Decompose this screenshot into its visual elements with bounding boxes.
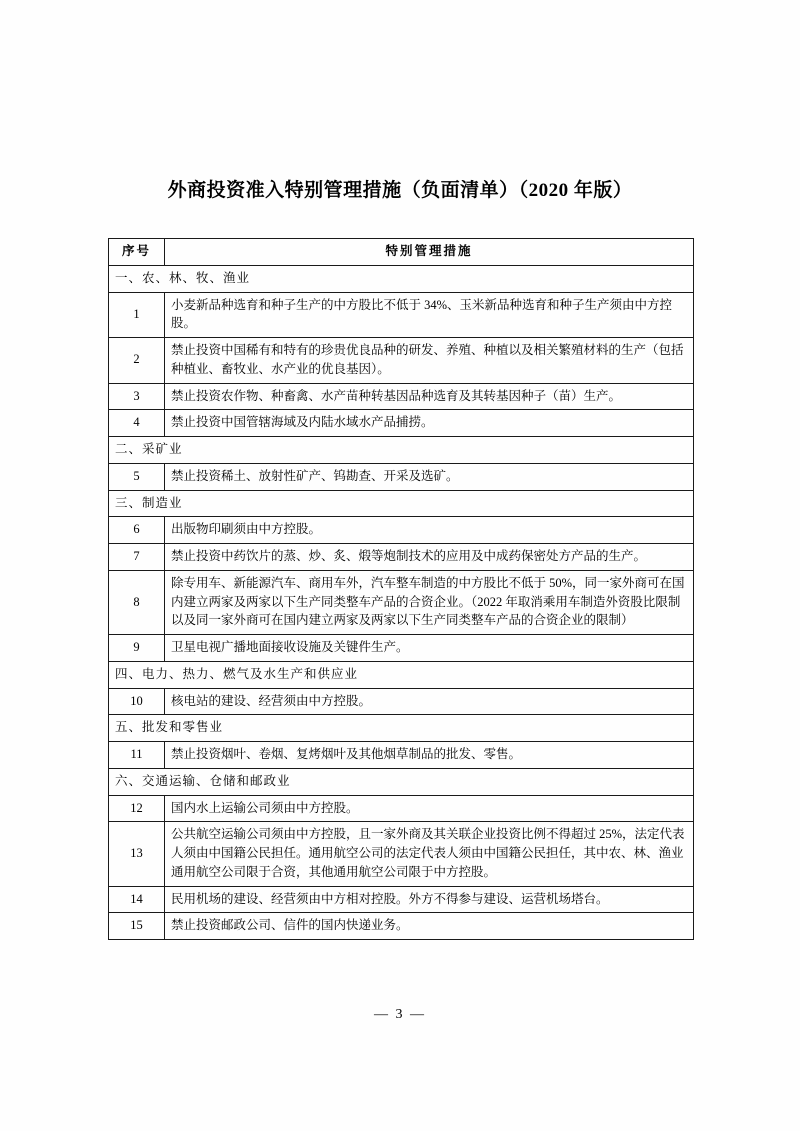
table-row: [109, 338, 694, 384]
row-number: 9: [109, 635, 165, 662]
row-number: 2: [109, 338, 165, 384]
table-row: [109, 822, 694, 886]
row-measure-text: 禁止投资中药饮片的蒸、炒、炙、煅等炮制技术的应用及中成药保密处方产品的生产。: [165, 544, 694, 571]
section-label: 四、电力、热力、燃气及水生产和供应业: [109, 661, 694, 688]
table-section-row: [109, 768, 694, 795]
column-header-measure: 特别管理措施: [165, 239, 694, 266]
page-number: — 3 —: [374, 1007, 426, 1022]
table-row: [109, 795, 694, 822]
table-row: [109, 742, 694, 769]
row-number: 11: [109, 742, 165, 769]
table-row: [109, 688, 694, 715]
table-section-row: [109, 265, 694, 292]
row-number: 13: [109, 822, 165, 886]
row-number: 3: [109, 383, 165, 410]
column-header-number: 序号: [109, 239, 165, 266]
row-measure-text: 卫星电视广播地面接收设施及关键件生产。: [165, 635, 694, 662]
row-measure-text: 公共航空运输公司须由中方控股，且一家外商及其关联企业投资比例不得超过 25%，法定代表人须由中国籍公民担任。通用航空公司的法定代表人须由中国籍公民担任，其中农、林、渔业通用航空公司限于合资，其他通用航空公司限于中方控股。: [165, 822, 694, 886]
table-row: [109, 410, 694, 437]
row-number: 1: [109, 292, 165, 338]
table-row: [109, 886, 694, 913]
row-number: 4: [109, 410, 165, 437]
row-number: 7: [109, 544, 165, 571]
table-row: [109, 913, 694, 940]
section-label: 二、采矿业: [109, 437, 694, 464]
section-label: 五、批发和零售业: [109, 715, 694, 742]
row-number: 14: [109, 886, 165, 913]
table-row: [109, 544, 694, 571]
row-measure-text: 民用机场的建设、经营须由中方相对控股。外方不得参与建设、运营机场塔台。: [165, 886, 694, 913]
page-title: 外商投资准入特别管理措施（负面清单）（2020 年版）: [167, 180, 633, 201]
row-measure-text: 禁止投资中国管辖海域及内陆水域水产品捕捞。: [165, 410, 694, 437]
row-number: 10: [109, 688, 165, 715]
table-row: [109, 292, 694, 338]
row-measure-text: 出版物印刷须由中方控股。: [165, 517, 694, 544]
row-number: 12: [109, 795, 165, 822]
table-row: [109, 383, 694, 410]
table-row: [109, 635, 694, 662]
row-measure-text: 小麦新品种选育和种子生产的中方股比不低于 34%、玉米新品种选育和种子生产须由中方控股。: [165, 292, 694, 338]
row-measure-text: 除专用车、新能源汽车、商用车外，汽车整车制造的中方股比不低于 50%，同一家外商可在国内建立两家及两家以下生产同类整车产品的合资企业。（2022 年取消乘用车制造外资股比限制以及同一家外商可在国内建立两家及两家以下生产同类整车产品的合资企业的限制）: [165, 570, 694, 634]
table-section-row: [109, 437, 694, 464]
table-row: [109, 463, 694, 490]
row-number: 6: [109, 517, 165, 544]
table-header-row: [109, 239, 694, 266]
row-measure-text: 核电站的建设、经营须由中方控股。: [165, 688, 694, 715]
row-measure-text: 国内水上运输公司须由中方控股。: [165, 795, 694, 822]
table-section-row: [109, 715, 694, 742]
row-number: 8: [109, 570, 165, 634]
section-label: 三、制造业: [109, 490, 694, 517]
row-measure-text: 禁止投资农作物、种畜禽、水产苗种转基因品种选育及其转基因种子（苗）生产。: [165, 383, 694, 410]
row-measure-text: 禁止投资邮政公司、信件的国内快递业务。: [165, 913, 694, 940]
table-row: [109, 517, 694, 544]
table-section-row: [109, 661, 694, 688]
section-label: 六、交通运输、仓储和邮政业: [109, 768, 694, 795]
row-measure-text: 禁止投资中国稀有和特有的珍贵优良品种的研发、养殖、种植以及相关繁殖材料的生产（包括种植业、畜牧业、水产业的优良基因）。: [165, 338, 694, 384]
table-section-row: [109, 490, 694, 517]
row-measure-text: 禁止投资烟叶、卷烟、复烤烟叶及其他烟草制品的批发、零售。: [165, 742, 694, 769]
section-label: 一、农、林、牧、渔业: [109, 265, 694, 292]
row-number: 15: [109, 913, 165, 940]
table-body: [109, 239, 694, 940]
table-row: [109, 570, 694, 634]
row-measure-text: 禁止投资稀土、放射性矿产、钨勘查、开采及选矿。: [165, 463, 694, 490]
row-number: 5: [109, 463, 165, 490]
negative-list-table: [108, 238, 694, 940]
